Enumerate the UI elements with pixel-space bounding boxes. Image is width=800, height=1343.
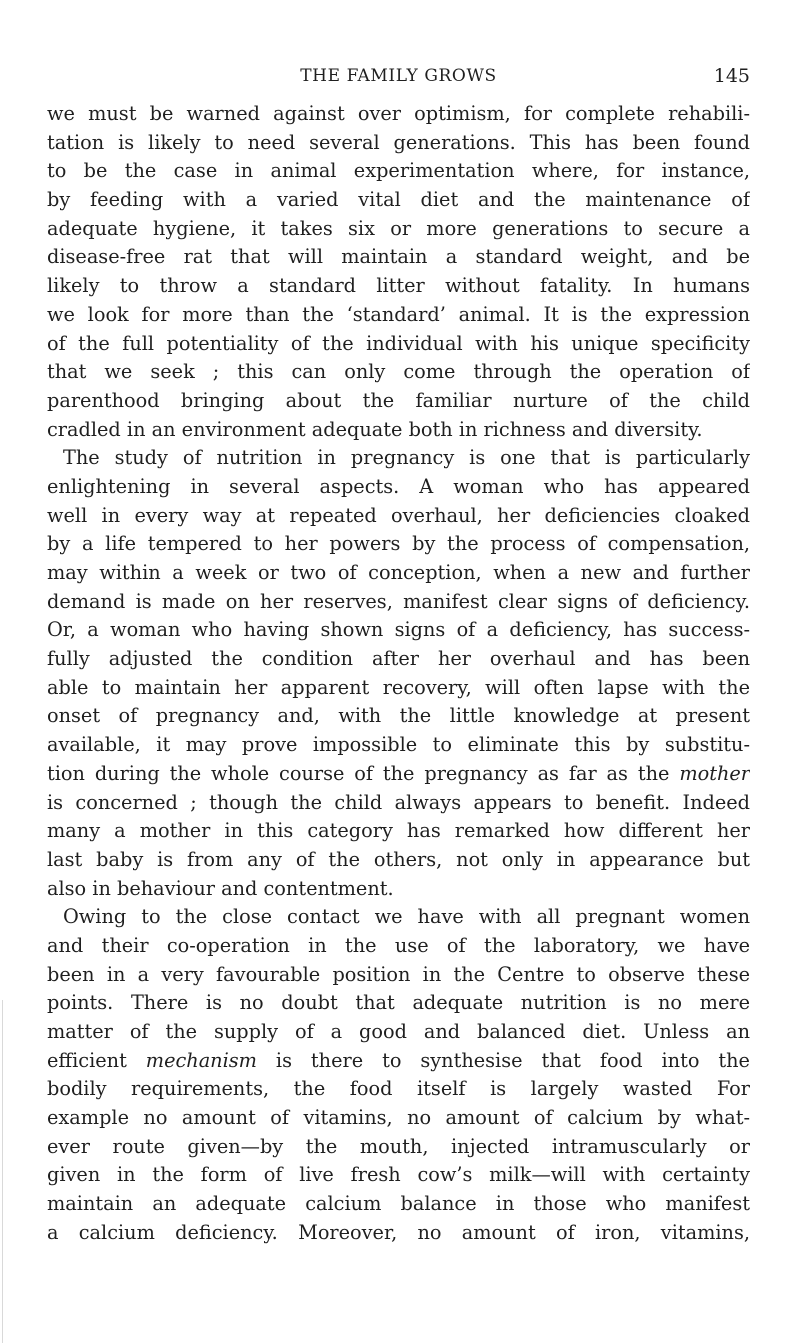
text-line: that we seek ; this can only come through the operation of [47, 360, 750, 384]
text-line: adequate hygiene, it takes six or more generations to secure a [47, 216, 750, 240]
text-line: may within a week or two of conception, when a new and further [47, 561, 750, 584]
text-line: enlightening in several aspects. A woman who has appeared [47, 474, 750, 498]
text-line: last baby is from any of the others, not only in appearance but [47, 847, 750, 871]
text-line [47, 1047, 750, 1076]
text-line: maintain an adequate calcium balance in those who manifest [47, 1192, 750, 1216]
page-number: 145 [713, 65, 750, 87]
text-line: demand is made on her reserves, manifest clear signs of deficiency. [47, 589, 750, 613]
text-line: we must be warned against over optimism, for complete rehabili- [47, 102, 750, 125]
text-line: many a mother in this category has remarked how different her [47, 819, 750, 843]
text-line: likely to throw a standard litter without fatality. In humans [47, 274, 750, 298]
text-line: is concerned ; though the child always appears to benefit. Indeed [47, 790, 750, 814]
text-line: onset of pregnancy and, with the little knowledge at present [47, 704, 750, 728]
text-line: ever route given—by the mouth, injected intramuscularly or [47, 1134, 750, 1158]
text-segment: is there to synthesise that food into the [275, 1048, 750, 1072]
running-head [47, 64, 750, 88]
running-title: THE FAMILY GROWS [300, 66, 497, 86]
text-line: tation is likely to need several generations. This has been found [47, 130, 750, 154]
text-line: cradled in an environment adequate both in richness and diversity. [47, 417, 703, 441]
text-line: fully adjusted the condition after her overhaul and has been [47, 647, 750, 671]
text-segment: efficient [47, 1048, 127, 1072]
italic-word: mother [679, 761, 750, 785]
text-segment: tion during the whole course of the pregnancy as far as the [47, 761, 670, 785]
text-line: well in every way at repeated overhaul, her deficiencies cloaked [47, 503, 750, 527]
text-line: also in behaviour and contentment. [47, 876, 394, 900]
text-line: given in the form of live fresh cow’s milk—will with certainty [47, 1163, 750, 1187]
text-line: disease-free rat that will maintain a standard weight, and be [47, 245, 750, 269]
text-line: Owing to the close contact we have with all pregnant women [63, 905, 750, 929]
text-line [47, 760, 750, 789]
text-line: Or, a woman who having shown signs of a deficiency, has success- [47, 618, 750, 642]
page-edge-line [2, 1000, 3, 1343]
text-line: a calcium deficiency. Moreover, no amount of iron, vitamins, [47, 1220, 750, 1244]
text-line: of the full potentiality of the individual with his unique specificity [47, 331, 750, 355]
text-line: been in a very favourable position in the Centre to observe these [47, 962, 750, 986]
text-line: by a life tempered to her powers by the process of compensation, [47, 532, 750, 556]
body-text [47, 100, 750, 1248]
text-line: example no amount of vitamins, no amount of calcium by what- [47, 1106, 750, 1130]
text-line: to be the case in animal experimentation where, for instance, [47, 159, 750, 183]
text-line: and their co-operation in the use of the laboratory, we have [47, 933, 750, 957]
text-line: parenthood bringing about the familiar nurture of the child [47, 388, 750, 412]
text-line: available, it may prove impossible to eliminate this by substitu- [47, 733, 750, 757]
text-line: matter of the supply of a good and balanced diet. Unless an [47, 1020, 750, 1043]
text-line: we look for more than the ‘standard’ animal. It is the expression [47, 302, 750, 326]
text-line: by feeding with a varied vital diet and the maintenance of [47, 188, 750, 212]
italic-word: mechanism [145, 1048, 257, 1072]
text-line: bodily requirements, the food itself is largely wasted For [47, 1077, 750, 1101]
text-line: able to maintain her apparent recovery, will often lapse with the [47, 675, 750, 699]
text-line: points. There is no doubt that adequate nutrition is no mere [47, 991, 750, 1015]
text-line: The study of nutrition in pregnancy is one that is particularly [63, 446, 750, 470]
